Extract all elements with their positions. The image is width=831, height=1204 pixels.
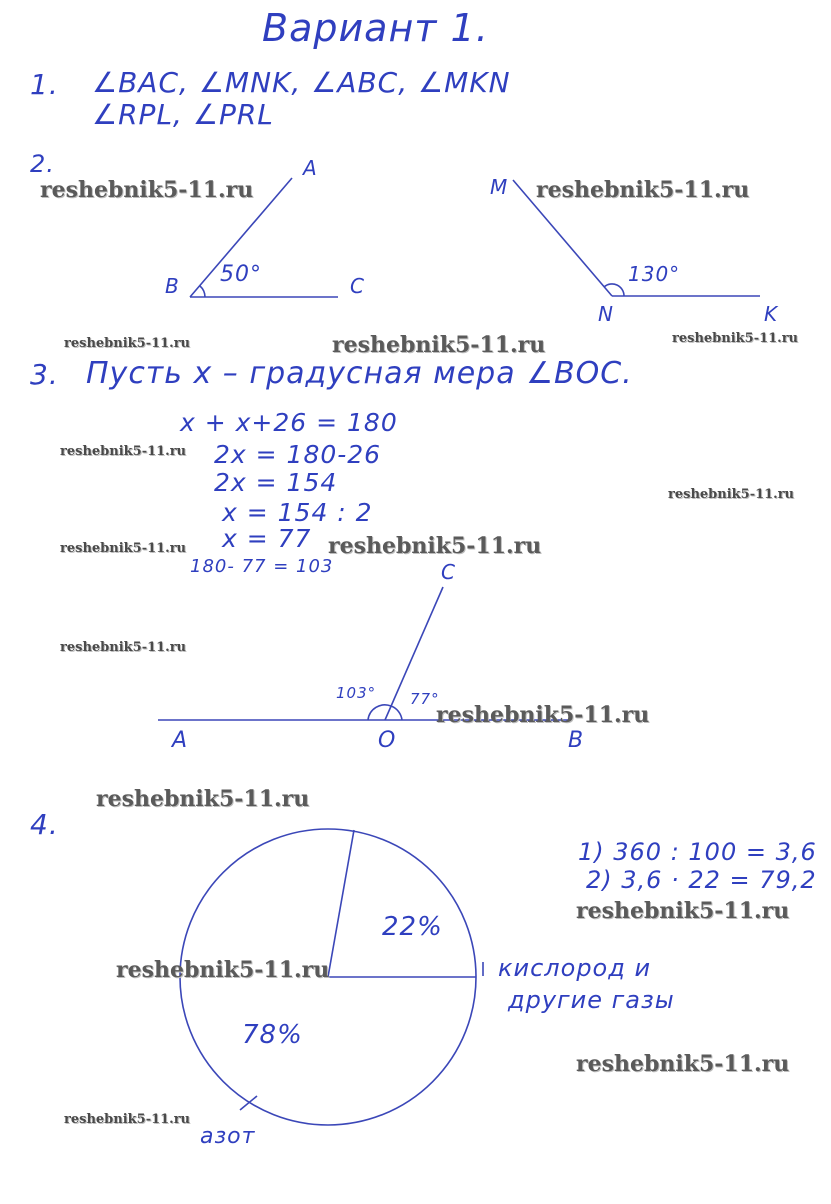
angle-arc-b — [200, 286, 205, 297]
task3-step6: 180- 77 = 103 — [190, 556, 334, 577]
watermark: reshebnik5-11.ru — [116, 957, 330, 983]
task3-number: 3. — [30, 358, 59, 391]
pie-caption-nitrogen: азот — [200, 1124, 256, 1149]
watermark: reshebnik5-11.ru — [536, 177, 750, 203]
task3-step2: 2x = 180-26 — [214, 440, 382, 469]
angle-n-value: 130° — [628, 262, 681, 286]
task3-step5: x = 77 — [222, 524, 312, 553]
watermark: reshebnik5-11.ru — [332, 332, 546, 358]
label-n: N — [598, 302, 614, 326]
label-k: K — [764, 302, 779, 326]
task4-calc1: 1) 360 : 100 = 3,6 — [578, 838, 817, 866]
pie-label-22: 22% — [382, 912, 443, 942]
pie-caption-oxygen-2: другие газы — [508, 986, 675, 1014]
task3-step1: x + x+26 = 180 — [180, 408, 398, 437]
watermark: reshebnik5-11.ru — [40, 177, 254, 203]
angle-cob-value: 77° — [410, 690, 440, 708]
angle-b-value: 50° — [220, 262, 262, 287]
task1-number: 1. — [30, 68, 59, 101]
label-b: B — [165, 274, 180, 298]
task3-statement: Пусть x – градусная мера ∠BOC. — [86, 356, 633, 391]
label-o-vertex: O — [378, 728, 397, 753]
watermark: reshebnik5-11.ru — [60, 541, 187, 556]
watermark: reshebnik5-11.ru — [60, 444, 187, 459]
task3-step4: x = 154 : 2 — [222, 498, 373, 527]
watermark: reshebnik5-11.ru — [64, 336, 191, 351]
label-b-right: B — [568, 728, 585, 753]
watermark: reshebnik5-11.ru — [60, 640, 187, 655]
label-c: C — [350, 274, 365, 298]
watermark: reshebnik5-11.ru — [576, 1051, 790, 1077]
label-c-ray: C — [441, 560, 456, 584]
task4-calc2: 2) 3,6 · 22 = 79,2 — [586, 866, 817, 894]
label-m: M — [490, 175, 509, 199]
pie-label-78: 78% — [242, 1020, 303, 1050]
label-a-left: A — [172, 728, 189, 753]
task1-answer-line1: ∠BAC, ∠MNK, ∠ABC, ∠MKN — [92, 66, 511, 99]
pie-caption-oxygen-1: кислород и — [498, 954, 652, 982]
watermark: reshebnik5-11.ru — [668, 487, 795, 502]
angle-aoc-value: 103° — [336, 684, 377, 702]
pie-radius-top — [328, 830, 354, 977]
watermark: reshebnik5-11.ru — [672, 331, 799, 346]
task1-answer-line2: ∠RPL, ∠PRL — [92, 98, 274, 131]
angle-arc-cob — [391, 706, 402, 720]
watermark: reshebnik5-11.ru — [96, 786, 310, 812]
label-a: A — [303, 156, 318, 180]
watermark: reshebnik5-11.ru — [328, 533, 542, 559]
watermark: reshebnik5-11.ru — [64, 1112, 191, 1127]
task3-step3: 2x = 154 — [214, 468, 338, 497]
task4-number: 4. — [30, 808, 59, 841]
page-title: Вариант 1. — [262, 6, 489, 50]
watermark: reshebnik5-11.ru — [436, 702, 650, 728]
task2-number: 2. — [30, 150, 55, 178]
watermark: reshebnik5-11.ru — [576, 898, 790, 924]
